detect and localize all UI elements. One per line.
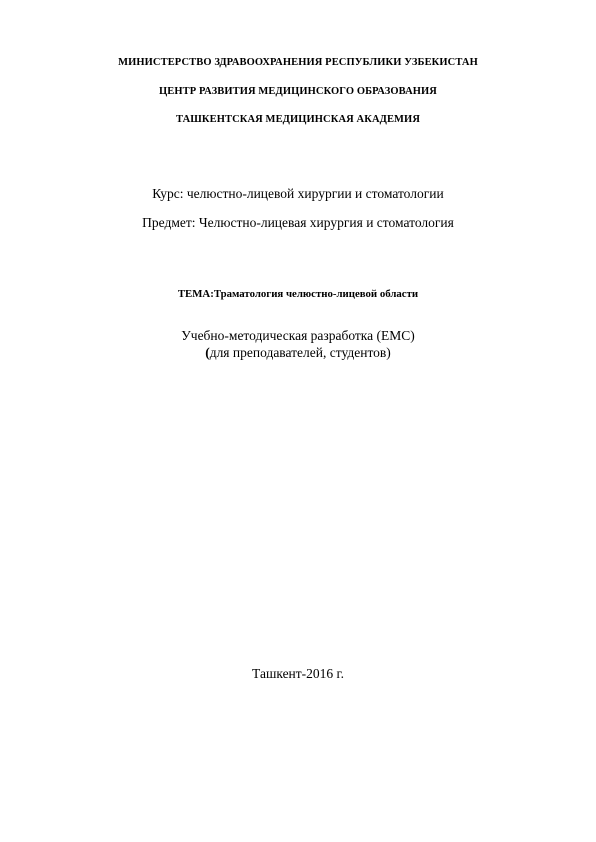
- audience-open-paren: (: [205, 345, 210, 360]
- center-heading: ЦЕНТР РАЗВИТИЯ МЕДИЦИНСКОГО ОБРАЗОВАНИЯ: [159, 86, 437, 97]
- document-type: Учебно-методическая разработка (ЕМС): [181, 328, 415, 343]
- audience-line: [0, 345, 596, 361]
- course-line: Курс: челюстно-лицевой хирургии и стоматологии: [152, 186, 444, 201]
- subject-line: Предмет: Челюстно-лицевая хирургия и стоматология: [142, 215, 454, 230]
- place-year-footer: Ташкент-2016 г.: [252, 666, 344, 681]
- academy-heading: ТАШКЕНТСКАЯ МЕДИЦИНСКАЯ АКАДЕМИЯ: [175, 114, 421, 125]
- topic-title: ТЕМА:Траматология челюстно-лицевой области: [177, 288, 419, 300]
- ministry-heading: МИНИСТЕРСТВО ЗДРАВООХРАНЕНИЯ РЕСПУБЛИКИ УЗБЕКИСТАН: [118, 57, 478, 68]
- audience-text: для преподавателей, студентов): [209, 345, 391, 360]
